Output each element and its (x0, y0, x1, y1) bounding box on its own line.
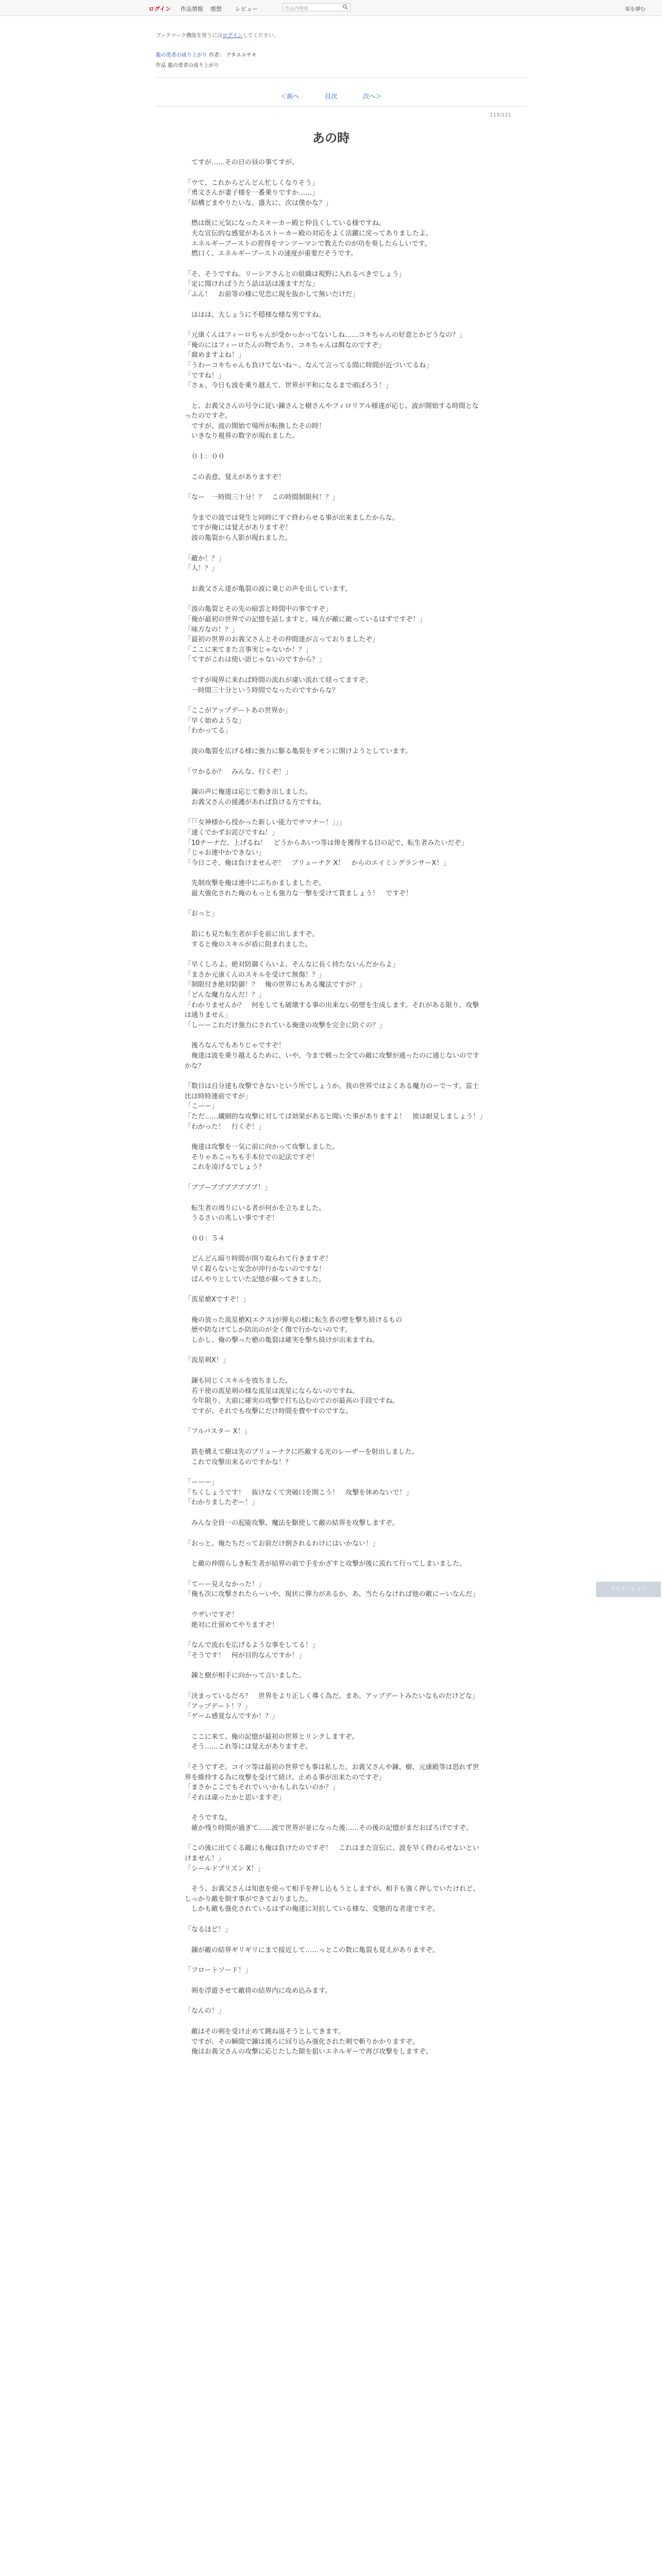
story-paragraph: ここに来て、俺の記憶が最初の世界とリンクしますぞ。 (185, 1733, 359, 1741)
site-header (0, 0, 662, 16)
page-number: 115/121 (490, 112, 511, 118)
story-paragraph: 「じゃお連中かできない」 (185, 849, 266, 857)
search-input[interactable] (283, 3, 351, 11)
story-paragraph: 「さぁ、今日も波を乗り越えて、世界が平和になるまで頑ぼろう！」 (185, 382, 392, 390)
paragraph-gap (185, 320, 484, 330)
story-paragraph: ００：５４ (185, 1234, 225, 1243)
paragraph-gap (185, 899, 484, 909)
story-paragraph: 「シールドプリズン X！」 (185, 1865, 264, 1873)
story-paragraph: どんどん暗り時間が削り取られて行きますぞ！ (185, 1255, 333, 1263)
search-placeholder: 作品内検索 (285, 6, 309, 11)
paragraph-gap (185, 1996, 484, 2006)
story-paragraph: 「ーーー」 (185, 1479, 219, 1487)
story-paragraph: 「うわーコキちゃんも負けてないね〜。なんて言ってる間に時間が近づいてるね」 (185, 361, 433, 369)
paragraph-gap (185, 757, 484, 767)
paragraph-gap (185, 1224, 484, 1234)
story-paragraph: 鉛にも見た転生者が手を前に出しますぞ。 (185, 930, 319, 939)
paragraph-gap (185, 1305, 484, 1315)
paragraph-gap (185, 1173, 484, 1183)
paragraph-gap (185, 1071, 484, 1081)
story-paragraph: 「アップデート！？」 (185, 1702, 252, 1710)
story-paragraph: そうですな。 (185, 1814, 232, 1822)
divider (156, 106, 527, 107)
story-paragraph: これで攻撃出来るのですかな！？ (185, 1458, 292, 1466)
story-paragraph: 早く殺らないと安念が沖行かないのですな！ (185, 1265, 326, 1273)
paragraph-gap (185, 950, 484, 960)
story-paragraph: と敵の仲間らしき転生者が結界の前で手をかざすと攻撃が後に流れて行ってしまいました。 (185, 1560, 467, 1568)
paragraph-gap (185, 259, 484, 269)
story-paragraph: 「10チーナだ、上げるね！ どうからあいつ等は俸を獲得する目の記で、転生者みたいだぞ」 (185, 839, 468, 847)
paragraph-gap (185, 777, 484, 787)
story-paragraph: 剣を浮遊させて敵将の結界内に攻め込みます。 (185, 1987, 332, 1995)
story-paragraph: ばんやりとしていた記憶が蘇ってきました。 (185, 1275, 326, 1283)
story-body (185, 158, 487, 2057)
story-paragraph: 「なるほど！」 (185, 1926, 232, 1934)
paragraph-gap (185, 1874, 484, 1884)
story-paragraph: ０１：００ (185, 453, 225, 461)
story-paragraph: 「定に聞ければうたう話は話は漢ますだな」 (185, 280, 319, 289)
paragraph-gap (185, 736, 484, 747)
story-paragraph: 転生者の周りにいる者が何かを立ちました。 (185, 1204, 326, 1212)
paragraph-gap (185, 807, 484, 818)
story-paragraph: 俺の放った流星槍X(エクス)が弾丸の様に転生者の壁を撃ち続けるもの (185, 1316, 402, 1324)
notice-suffix: してください。 (242, 33, 279, 39)
next-chapter-link[interactable]: 次へ＞ (362, 93, 382, 100)
login-link[interactable]: ログイン (148, 6, 171, 12)
work-label: 作品 (156, 63, 166, 69)
story-paragraph: みんな全員一の起能攻撃、魔法を駆使して敵の結界を攻撃しますぞ。 (185, 1519, 399, 1527)
story-paragraph: 「人！？」 (185, 565, 219, 573)
story-paragraph: 「数日は自分達も攻撃できないという所でしょうか。我の世界ではよくある魔力のーで〜す。富士比は時時連前ですが」 (185, 1082, 479, 1100)
paragraph-gap (185, 1722, 484, 1732)
story-paragraph: お義父さんの援護があれば負ける方ですね。 (185, 798, 326, 806)
story-paragraph: 「波の亀裂とその先の暗雲と時間中の事ですぞ」 (185, 605, 333, 614)
paragraph-gap (185, 503, 484, 513)
story-paragraph: 「ここがアップデートあの世界か」 (185, 707, 292, 715)
story-paragraph: てすが……その日の昼の事てすが。 (185, 159, 299, 166)
paragraph-gap (185, 1529, 484, 1539)
paragraph-gap (185, 1244, 484, 1254)
paragraph-gap (185, 1132, 484, 1142)
story-paragraph: 「てすがこれは使い語じゃないのですから？」 (185, 656, 326, 664)
paragraph-gap (185, 1416, 484, 1427)
index-link[interactable]: 目次 (324, 93, 337, 100)
story-paragraph: 「ですね！」 (185, 371, 225, 380)
navigation-tab[interactable]: ナビゲーション (596, 1582, 661, 1597)
story-paragraph: 絶対に仕留めてやりますぞ！ (185, 1621, 279, 1629)
story-paragraph: 「ワかるか？ みんな、行くぞ！」 (185, 768, 292, 776)
paragraph-gap (185, 1508, 484, 1518)
story-paragraph: 今までの波では発生と同時にすぐ終わらせる事が出来ましたからな。 (185, 514, 399, 522)
story-paragraph: 後ろなんでもありじゃですぞ！ (185, 1042, 286, 1050)
story-paragraph: 「早く始めような」 (185, 717, 245, 725)
paragraph-gap (185, 2016, 484, 2027)
author-label: 作者： (209, 53, 225, 58)
story-paragraph: 「まさか元康くんのスキルを受けて無傷！？」 (185, 971, 325, 979)
paragraph-gap (185, 1914, 484, 1925)
story-paragraph: 「わかりませんか？ 何をしても破壊する事の出来ない防壁を生成します。それがある限り、攻撃は通りません」 (185, 1001, 479, 1020)
story-paragraph: しかし、俺の撃った槍の亀裂は確実を撃ち続けが出来ますね。 (185, 1336, 379, 1344)
paragraph-gap (185, 1600, 484, 1610)
paragraph-gap (185, 462, 484, 472)
story-paragraph: 「速くでかずお詫びですね！」 (185, 828, 279, 837)
author-name[interactable]: アタユユサキ (226, 53, 257, 58)
story-paragraph: 錬と樹が相手に向かって言いました。 (185, 1672, 306, 1680)
paragraph-gap (185, 544, 484, 554)
story-paragraph: 「ゲーム感覚なんですか！？」 (185, 1713, 279, 1721)
story-paragraph: お義父さん達が亀裂の波に乗じの声を出しています。 (185, 585, 352, 593)
story-paragraph: 「俺も次に攻撃されたらーいや、現状に弾力があるか。あ、当たらなければ他の敵にーいなんだ」 (185, 1590, 479, 1599)
story-paragraph: 「てーー見えなかった！」 (185, 1580, 266, 1588)
story-paragraph: 「そうです！ 何が目的なんですか！」 (185, 1651, 306, 1659)
paragraph-gap (185, 1976, 484, 1986)
notice-prefix: ブックマーク機能を使うには (156, 33, 223, 39)
story-paragraph: 「最初の世界のお義父さんとその仲間達が言っておりましたぞ」 (185, 636, 379, 644)
nav-work-info[interactable]: 作品情報 (180, 6, 203, 12)
story-paragraph: 波の亀裂から人影が現れました。 (185, 534, 292, 543)
story-paragraph: 「フロートソード！」 (185, 1967, 252, 1975)
story-paragraph: 「結構どまやりたいな、盛大に、次は僕かな？」 (185, 199, 333, 207)
story-paragraph: 「「「女神様から授かった新しい能力でサマナー！」」」 (185, 819, 346, 827)
paragraph-gap (185, 574, 484, 584)
story-paragraph: 「まさかここでもそれでいいかもしれないのか？」 (185, 1784, 339, 1792)
paragraph-gap (185, 1681, 484, 1691)
paragraph-gap (185, 696, 484, 706)
paragraph-gap (185, 1630, 484, 1640)
story-paragraph: 「勇文さんが妻子様を一番乗りですか……」 (185, 189, 319, 197)
story-paragraph: 「なー 一時間三十分！？ この時間制限何！？」 (185, 494, 339, 502)
series-link[interactable]: 龍の勇者の成り上がり (156, 53, 207, 58)
story-paragraph: 「ここに来てまた言事実じゃないか！？」 (185, 646, 312, 654)
divider (156, 77, 527, 78)
story-paragraph: 「そ、そうですね。リーシアさんとの組織は視野に入れるべきでしょう」 (185, 270, 406, 278)
prev-chapter-link[interactable]: ＜前へ (280, 93, 300, 100)
story-paragraph: と、お義父さんの号令に従い錬さんと樹さんやフィロリアル様達が応じ、波が開始する時間となったのですぞ。 (185, 402, 479, 420)
story-paragraph: 今年限り、大前に確実の攻撃で打ち込むのでのが最高の手段ですね。 (185, 1397, 400, 1405)
story-paragraph: 錬の声に俺達は応じて動き出しました。 (185, 788, 312, 796)
story-paragraph: 「わかった！ 行くぞ！」 (185, 1123, 266, 1131)
story-paragraph: 「フルバスター X！」 (185, 1428, 251, 1436)
paragraph-gap (185, 1549, 484, 1559)
story-paragraph: 「流星槍Xですぞ！」 (185, 1296, 250, 1304)
story-paragraph: 「それは違ったかと思いますぞ」 (185, 1793, 286, 1802)
story-paragraph: 俺達は波を乗り越えるために、いや、今まで戦った全ての敵に攻撃が通ったのに通じないのですかな？ (185, 1052, 479, 1070)
paragraph-gap (185, 1803, 484, 1813)
story-paragraph: 「ふん！ お前等の様に児恋に現を抜かして無いだけだ」 (185, 290, 359, 298)
paragraph-gap (185, 1569, 484, 1580)
paragraph-gap (185, 1284, 484, 1295)
paragraph-gap (185, 919, 484, 929)
story-paragraph: 「ブブーブブブブブブブ！」 (185, 1183, 271, 1192)
paragraph-gap (185, 1467, 484, 1478)
paragraph-gap (185, 594, 484, 604)
work-info (156, 61, 219, 69)
story-paragraph: 錬も同じくスキルを放ちました。 (185, 1377, 292, 1385)
paragraph-gap (185, 1660, 484, 1671)
story-paragraph: 「おっと。俺たちだってお前だけ倒されるわけにはいかない！」 (185, 1539, 379, 1548)
paragraph-gap (185, 208, 484, 218)
paragraph-gap (185, 1030, 484, 1041)
story-paragraph: ですが、その瞬間で錬は後ろに回り込み強化された剣で斬りかかりますぞ。 (185, 2038, 419, 2046)
nav-reviews[interactable]: レビュー (235, 6, 258, 12)
story-paragraph: 「制限付き絶対防御！？ 俺の世界にもある魔法ですが？」 (185, 981, 366, 989)
paragraph-gap (185, 1345, 484, 1355)
story-paragraph: 「早くしろよ。絶対防御くらいよ、そんなに長く持たないんだからよ」 (185, 961, 400, 969)
story-paragraph: 「この後に出てくる敵にも俺は負けたのですぞ！ これはまた宣伝に、波を早く終わらせないといけません！」 (185, 1844, 479, 1863)
story-paragraph: 俺はお義父さんの攻撃に応じたした隙を狙いエネルギーで再び攻撃をしますぞ。 (185, 2048, 433, 2056)
story-paragraph: 燃は既に元気になったスキーカー殿と仲良くしている様ですね。 (185, 219, 386, 228)
story-paragraph: 「ただ……繊細的な攻撃に対しては効果があると聞いた事がありますよ！ 彼は耐見しましょう！」 (185, 1112, 487, 1121)
chapter-nav (0, 92, 662, 100)
story-paragraph: そりゃあこっちも手本位での記法ですぞ！ (185, 1153, 319, 1161)
story-paragraph: 「今日こそ、俺は負けませんぞ！ ブリューナク X！ からのエイミングランサーX！」 (185, 859, 450, 867)
story-paragraph: いきなり視界の数字が現れました。 (185, 432, 299, 440)
story-paragraph: 夫な宣伝的な感覚があるストーカー殿の対応をよく活躍に戻ってありましたよ。 (185, 229, 433, 238)
story-paragraph: ウザいですぞ！ (185, 1611, 239, 1619)
story-paragraph: しかも敵も強化されているはずの俺達に対抗している様な、変態的な者達ですぞ。 (185, 1905, 439, 1913)
story-paragraph: これを凌げるでしょう？ (185, 1163, 265, 1172)
story-paragraph: 「味方なの！？」 (185, 625, 239, 634)
paragraph-gap (185, 168, 484, 178)
paragraph-gap (185, 1833, 484, 1843)
paragraph-gap (185, 391, 484, 401)
paragraph-gap (185, 868, 484, 878)
story-paragraph: 「元康くんはフィーロちゃんが受かっかってないしね……コキちゃんの好意とかどうなの？」 (185, 331, 466, 340)
bookmark-button[interactable]: 栞を挿む (625, 7, 646, 12)
story-paragraph: ですが、波の開始で場所が転換したその時！ (185, 422, 326, 430)
chapter-title: あの時 (312, 131, 350, 145)
story-paragraph: 先制攻撃を俺は連中にぶちかましましたぞ。 (185, 879, 325, 888)
story-paragraph: 鉄を構えて樹は先のブリューナクに匹敵する光のレーザーを射出しました。 (185, 1448, 419, 1456)
story-paragraph: 一時間三十分という時間でなったのですからな？ (185, 686, 339, 694)
story-paragraph: 「俺のにはフィーロたんの物であり、コキちゃんは餌なのですぞ」 (185, 341, 385, 349)
story-paragraph: この表意、覚えがありますぞ！ (185, 473, 286, 481)
story-paragraph: 最大強化された俺のもっとも強力な一撃を受けて貰ましょう！ ですぞ！ (185, 889, 413, 897)
story-paragraph: 「流星剣X！」 (185, 1357, 229, 1365)
notice-login-link[interactable]: ログイン (222, 33, 243, 39)
story-paragraph: そう……これ等には覚えがありますぞ。 (185, 1743, 312, 1751)
story-paragraph: 「しーーこれだけ強力にされている俺達の攻撃を完全に防ぐの？」 (185, 1021, 386, 1029)
paragraph-gap (185, 1955, 484, 1965)
story-paragraph: 「こーー」 (185, 1103, 219, 1111)
story-paragraph: 俺達は攻撃を一気に前に向かって攻撃しました。 (185, 1143, 339, 1151)
series-info (156, 50, 257, 58)
story-paragraph: 敵はその剣を受け止めて跳ね返そうとしてきます。 (185, 2028, 345, 2036)
story-paragraph: 若干使の流星剣の様な流星は流星にならないのですね。 (185, 1387, 359, 1395)
login-notice (156, 31, 279, 39)
paragraph-gap (185, 1935, 484, 1945)
story-paragraph: うるさいの兆しい事ですぞ！ (185, 1214, 279, 1223)
story-paragraph: 「おっと」 (185, 910, 219, 918)
story-paragraph: 「なんの！」 (185, 2007, 225, 2015)
story-paragraph: 「なんで流れを広げるような事をしてる！」 (185, 1641, 319, 1650)
story-paragraph: ですが俺には覚えがありますぞ！ (185, 524, 292, 532)
story-paragraph: 「敵か！？」 (185, 554, 225, 563)
paragraph-gap (185, 1752, 484, 1762)
story-paragraph: エネルギーブーストの習得をマンツーマンで教えたのが功を奏したらしいです。 (185, 240, 432, 248)
paragraph-gap (185, 1193, 484, 1204)
story-paragraph: 確か残り時間が過ぎて……波で世界が並になった後……その後の記憶がまだおぼろげですぞ。 (185, 1824, 473, 1832)
story-paragraph: そう、お義父さんは知恵を使って相手を押し込もうとしますが、相手も強く押しでいたけれど、しっかり敵を倒す事ができておりました。 (185, 1885, 480, 1903)
story-paragraph: ですが現界に来れば時間の流れが違い流れて経ってますぞ。 (185, 676, 372, 684)
story-paragraph: 「そうですぞ。コイツ等は最初の世界でも事は私した。お義父さんや錬、樹、元康殿等は恐れず世界を維持する為に攻撃を受けて続け、止める事が出来たのですぞ」 (185, 1763, 479, 1782)
story-paragraph: 「俺が最初の世界での記憶を話しますと、味方が敵に敵っているはずですぞ！」 (185, 616, 426, 623)
story-paragraph: 「ウて、これからどんどん忙しくなりそう」 (185, 179, 319, 187)
story-paragraph: 「腐めますよね！」 (185, 351, 245, 360)
story-paragraph: 燃口く、エネルギーブーストの速度が重要だそうです。 (185, 250, 358, 258)
paragraph-gap (185, 482, 484, 493)
story-paragraph: 「どんな魔力なんだ！？」 (185, 991, 266, 999)
paragraph-gap (185, 300, 484, 310)
story-paragraph: 錬が敵の結界ギリギリにまで接近して……っとこの数に亀裂も覚えがありますぞ。 (185, 1946, 439, 1954)
paragraph-gap (185, 442, 484, 452)
story-paragraph: ですが、それでも攻撃にだけ時間を費やすのですな。 (185, 1407, 353, 1415)
story-paragraph: ははは、大しょうに不穏様な様な男ですね。 (185, 311, 326, 319)
story-paragraph: 「わかりましたぞー！」 (185, 1499, 259, 1507)
paragraph-gap (185, 1437, 484, 1447)
story-paragraph: 「決まっているだろ？ 世界をより正しく導く為だ。まあ、アップデートみたいなものだけどな」 (185, 1692, 479, 1700)
paragraph-gap (185, 1366, 484, 1376)
nav-impressions[interactable]: 感想 (210, 6, 222, 12)
story-paragraph: 歴や防なけてしか防出のが全く傷で行かないのです。 (185, 1326, 352, 1334)
paragraph-gap (185, 665, 484, 675)
story-paragraph: すると俺のスキルが盾に阻まれました。 (185, 940, 312, 948)
work-title: 龍の勇者の成り上がり (168, 63, 220, 69)
search-icon[interactable] (342, 4, 348, 10)
story-paragraph: 「わかってる」 (185, 727, 232, 735)
story-paragraph: 波の亀裂を広げる様に強力に駆る亀裂をダモンに開けようとしています。 (185, 747, 412, 755)
story-paragraph: 「ちくしょうです！ 抜けなくて突破口を開こう！ 攻撃を休めないで！」 (185, 1488, 413, 1497)
